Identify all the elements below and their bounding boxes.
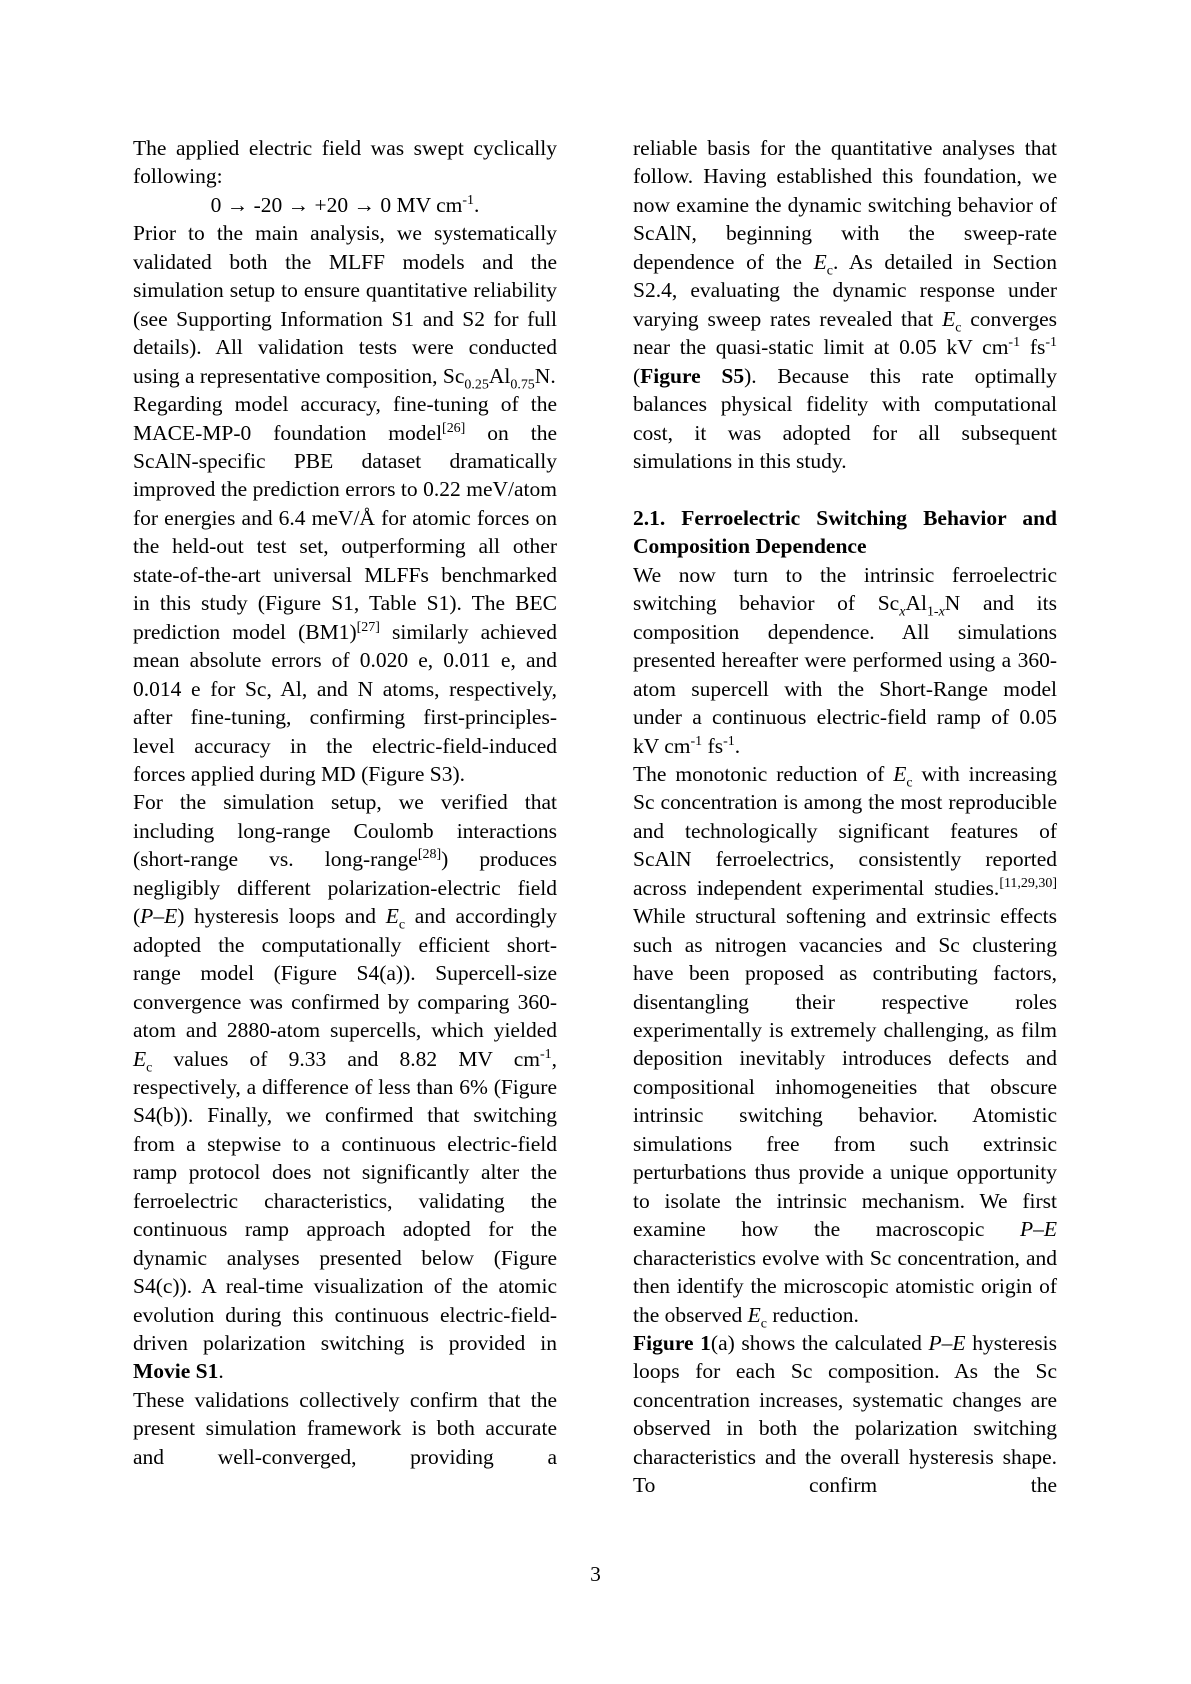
paragraph: The applied electric field was swept cyclically following: [133, 136, 557, 189]
right-column [633, 134, 1057, 1500]
paragraph: These validations collectively confirm that the present simulation framework is both accurate and well-converged, providing a [133, 1387, 557, 1469]
page-number: 3 [590, 1562, 601, 1586]
paragraph: Prior to the main analysis, we systematically validated both the MLFF models and the simulation setup to ensure quantitative reliability (see Supporting Information S1 and S2 for full details). All validation tests were conducted using a representative composition, $Sc_{0.25}Al_{0.75}N$. [133, 221, 557, 392]
left-column [133, 134, 557, 1500]
paragraph: We now turn to the intrinsic ferroelectric switching behavior of $Sc_xAl_{1-x}N$ and its composition dependence. All simulations presented hereafter were performed using a 360-atom supercell with the Short-Range model under a continuous electric-field ramp of 0.05 kV $cm^{-1}$ $fs^{-1}$. [633, 562, 1057, 758]
paragraph: reliable basis for the quantitative analyses that follow. Having established this foundation, we now examine the dynamic switching behavior of ScAlN, beginning with the sweep-rate dependence of the $E_c$. As detailed in Section S2.4, evaluating the dynamic response under varying sweep rates revealed that $E_c$ converges near the quasi-static limit at 0.05 kV $cm^{-1}$ $fs^{-1}$ (Figure S5). Because this rate optimally balances physical fidelity with computational cost, it was adopted for all subsequent simulations in this study. [633, 136, 1058, 473]
section-heading: 2.1. Ferroelectric Switching Behavior and Composition Dependence [633, 505, 1057, 559]
equation: 0 → -20 → +20 → 0 MV $cm^{-1}$. [210, 192, 480, 217]
paragraph: For the simulation setup, we verified that including long-range Coulomb interactions (short-range vs. long-range[28]) produces negligibly different polarization-electric field (P–E) hysteresis loops and $E_c$ and accordingly adopted the computationally efficient short-range model (Figure S4(a)). Supercell-size convergence was confirmed by comparing 360-atom and 2880-atom supercells, which yielded $E_c$ values of 9.33 and 8.82 MV $cm^{-1}$, respectively, a difference of less than 6% (Figure S4(b)). Finally, we confirmed that switching from a stepwise to a continuous electric-field ramp protocol does not significantly alter the ferroelectric characteristics, validating the continuous ramp approach adopted for the dynamic analyses presented below (Figure S4(c)). A real-time visualization of the atomic evolution during this continuous electric-field-driven polarization switching is provided in Movie S1. [133, 790, 558, 1384]
paragraph: Figure 1(a) shows the calculated P–E hysteresis loops for each Sc composition. As the Sc concentration increases, systematic changes are observed in both the polarization switching characteristics and the overall hysteresis shape. To confirm the [633, 1331, 1058, 1498]
two-column-layout [133, 134, 1057, 1500]
paragraph: Regarding model accuracy, fine-tuning of the MACE-MP-0 foundation model[26] on the ScAlN-specific PBE dataset dramatically improved the prediction errors to 0.22 meV/atom for energies and 6.4 meV/Å for atomic forces on the held-out test set, outperforming all other state-of-the-art universal MLFFs benchmarked in this study (Figure S1, Table S1). The BEC prediction model (BM1)[27] similarly achieved mean absolute errors of 0.020 e, 0.011 e, and 0.014 e for Sc, Al, and N atoms, respectively, after fine-tuning, confirming first-principles-level accuracy in the electric-field-induced forces applied during MD (Figure S3). [133, 392, 557, 786]
paragraph: The monotonic reduction of $E_c$ with increasing Sc concentration is among the most reproducible and technologically significant features of ScAlN ferroelectrics, consistently reported across independent experimental studies.[11,29,30] While structural softening and extrinsic effects such as nitrogen vacancies and Sc clustering have been proposed as contributing factors, disentangling their respective roles experimentally is extremely challenging, as film deposition inevitably introduces defects and compositional inhomogeneities that obscure intrinsic switching behavior. Atomistic simulations free from such extrinsic perturbations thus provide a unique opportunity to isolate the intrinsic mechanism. We first examine how the macroscopic P–E characteristics evolve with Sc concentration, and then identify the microscopic atomistic origin of the observed $E_c$ reduction. [633, 761, 1057, 1331]
paragraph-spacer [633, 475, 1057, 503]
